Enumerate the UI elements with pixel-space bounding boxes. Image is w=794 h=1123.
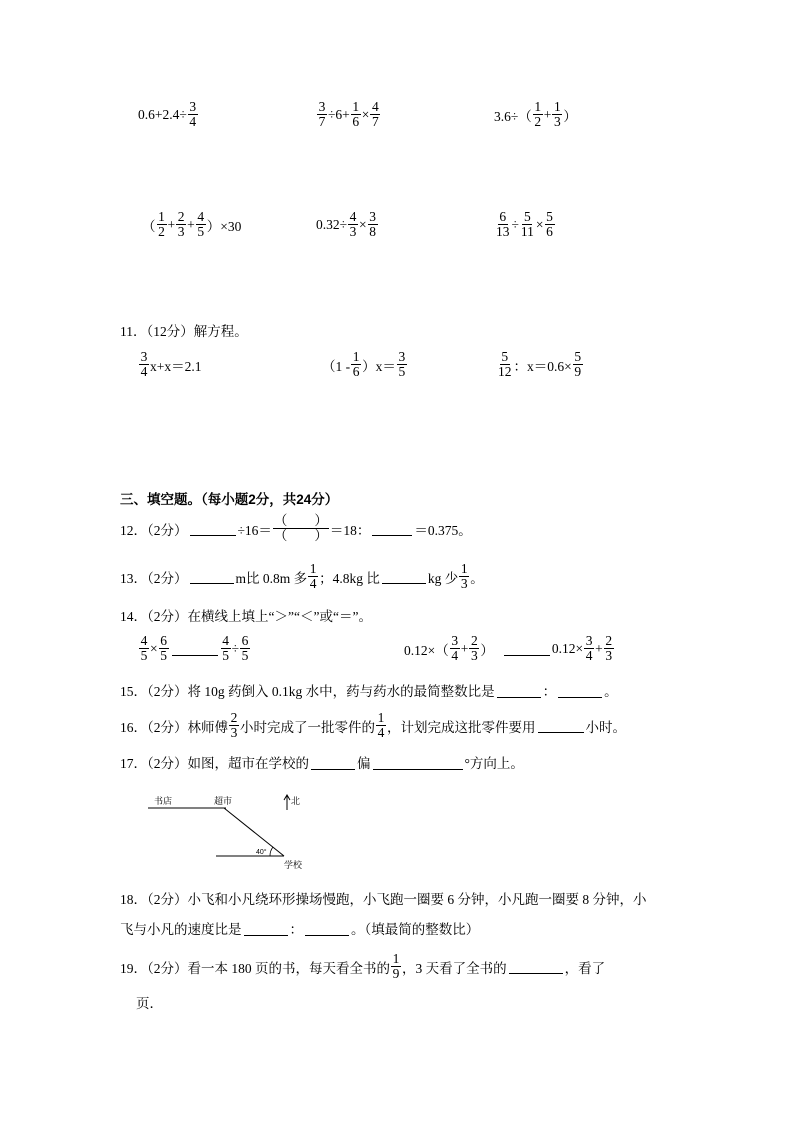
question-19-line2: 页． xyxy=(136,996,163,1011)
fraction: $\frac{1}{3}$ xyxy=(554,99,561,130)
fraction: $\frac{3}{8}$ xyxy=(369,209,377,240)
calc-expression-1 xyxy=(138,100,199,129)
supermarket-label: 超市 xyxy=(214,796,233,806)
answer-blank[interactable] xyxy=(190,569,234,584)
answer-blank[interactable] xyxy=(538,718,584,733)
question-12: 12．（2分） ÷16＝ $\frac{( )}{( )}$ ＝18： ＝0.375。 xyxy=(120,513,472,544)
fraction: $\frac{3}{4}$ xyxy=(585,633,593,664)
answer-blank[interactable] xyxy=(372,521,412,536)
comparison-left: $\frac{4}{5}$ × $\frac{6}{5}$ $\frac{4}{5}$ ÷ $\frac{6}{5}$ xyxy=(140,633,249,664)
fraction: $\frac{1}{2}$ xyxy=(158,209,165,240)
answer-blank[interactable] xyxy=(311,755,355,770)
angle-label: 40° xyxy=(256,849,267,856)
north-label: 北 xyxy=(291,796,301,806)
fraction: $\frac{1}{6}$ xyxy=(352,99,360,130)
fraction: $\frac{3}{4}$ xyxy=(140,349,148,380)
calc-expression-6: $\frac{6}{13}$ ÷ $\frac{5}{11}$ × $\frac{5}{6}$ xyxy=(496,209,553,240)
section-title: 三、填空题。（每小题2分，共24分） xyxy=(120,492,339,507)
fraction: $\frac{5}{11}$ xyxy=(520,209,534,240)
question-14-label: 14．（2分）在横线上填上“＞”“＜”或“＝”。 xyxy=(120,609,372,624)
fraction: $\frac{5}{12}$ xyxy=(498,349,512,380)
fraction: $\frac{5}{9}$ xyxy=(574,349,582,380)
answer-blank[interactable] xyxy=(382,569,426,584)
fraction: $\frac{2}{3}$ xyxy=(605,633,613,664)
answer-blank[interactable] xyxy=(509,959,563,974)
fraction: $\frac{1}{3}$ xyxy=(460,561,468,592)
fraction: $\frac{4}{5}$ xyxy=(140,633,148,664)
angle-arc xyxy=(270,847,273,856)
comparison-right: 0.12×（ $\frac{3}{4}$ + $\frac{2}{3}$ ） 0.12× $\frac{3}{4}$ + $\frac{2}{3}$ xyxy=(404,633,613,664)
question-11-label: 11．（12分）解方程。 xyxy=(120,324,248,339)
fraction: $\frac{1}{4}$ xyxy=(309,561,317,592)
fraction: $\frac{4}{5}$ xyxy=(197,209,205,240)
question-13: 13．（2分） m比 0.8m 多 $\frac{1}{4}$ ；4.8kg 比 kg 少 $\frac{1}{3}$ 。 xyxy=(120,561,484,592)
answer-blank[interactable] xyxy=(305,921,349,936)
fraction: $\frac{2}{3}$ xyxy=(230,710,238,741)
question-18-line1: 18．（2分）小飞和小凡绕环形操场慢跑，小飞跑一圈要 6 分钟，小凡跑一圈要 8 分钟，小 xyxy=(120,892,647,907)
fraction: $\frac{2}{3}$ xyxy=(471,633,478,664)
bookstore-label: 书店 xyxy=(154,796,173,806)
answer-blank[interactable] xyxy=(244,921,288,936)
fraction: $\frac{3}{7}$ xyxy=(318,99,326,130)
calc-expression-3: 3.6÷（ $\frac{1}{2}$ + $\frac{1}{3}$ ） xyxy=(494,99,577,130)
answer-blank[interactable] xyxy=(558,683,602,698)
question-15: 15．（2分）将 10g 药倒入 0.1kg 水中，药与药水的最简整数比是 ： 。 xyxy=(120,684,618,699)
fraction-blank[interactable]: $\frac{( )}{( )}$ xyxy=(273,513,328,544)
fraction: $\frac{1}{2}$ xyxy=(534,99,542,130)
fraction: $\frac{1}{9}$ xyxy=(392,951,400,982)
fraction: $\frac{5}{6}$ xyxy=(546,209,553,240)
fraction: $\frac{2}{3}$ xyxy=(177,209,185,240)
question-16: 16．（2分）林师傅 $\frac{2}{3}$ 小时完成了一批零件的 $\frac{1}{4}$ ，计划完成这批零件要用 小时。 xyxy=(120,710,626,741)
fraction: $\frac{4}{7}$ xyxy=(372,99,379,130)
fraction: $\frac{6}{5}$ xyxy=(160,633,167,664)
answer-blank[interactable] xyxy=(373,755,463,770)
answer-blank[interactable] xyxy=(172,641,218,656)
equation-3: $\frac{5}{12}$ ：x＝0.6× $\frac{5}{9}$ xyxy=(498,349,582,380)
equation-1: $\frac{3}{4}$ x+x＝2.1 xyxy=(140,349,202,380)
expr-text: 0.6+2.4÷ xyxy=(138,106,187,122)
calc-expression-5: 0.32÷ $\frac{4}{3}$ × $\frac{3}{8}$ xyxy=(316,209,377,240)
answer-blank[interactable] xyxy=(497,683,541,698)
fraction: $\frac{3}{4}$ xyxy=(189,99,197,130)
calc-expression-2: $\frac{3}{7}$ ÷6+ $\frac{1}{6}$ × $\frac{4}{7}$ xyxy=(318,99,379,130)
equation-2: （1 - $\frac{1}{6}$ ）x＝ $\frac{3}{5}$ xyxy=(322,349,406,380)
fraction: $\frac{1}{6}$ xyxy=(352,349,360,380)
school-label: 学校 xyxy=(284,860,303,870)
question-19: 19．（2分）看一本 180 页的书，每天看全书的 $\frac{1}{9}$ ，3 天看了全书的 ，看了 xyxy=(120,951,606,982)
direction-figure xyxy=(0,788,794,878)
calc-expression-4: （ $\frac{1}{2}$ + $\frac{2}{3}$ + $\frac{4}{5}$ ）×30 xyxy=(142,209,242,240)
fraction: $\frac{3}{4}$ xyxy=(451,633,459,664)
fraction: $\frac{6}{5}$ xyxy=(241,633,249,664)
answer-blank[interactable] xyxy=(190,521,236,536)
fraction: $\frac{1}{4}$ xyxy=(377,710,385,741)
fraction: $\frac{6}{13}$ xyxy=(496,209,510,240)
path-line xyxy=(224,808,284,856)
question-18-line2: 飞与小凡的速度比是 ： 。（填最简的整数比） xyxy=(120,922,480,937)
question-17: 17．（2分）如图，超市在学校的 偏 °方向上。 xyxy=(120,756,524,771)
answer-blank[interactable] xyxy=(504,641,550,656)
fraction: $\frac{3}{5}$ xyxy=(398,349,406,380)
fraction: $\frac{4}{3}$ xyxy=(349,209,357,240)
fraction: $\frac{4}{5}$ xyxy=(222,633,229,664)
